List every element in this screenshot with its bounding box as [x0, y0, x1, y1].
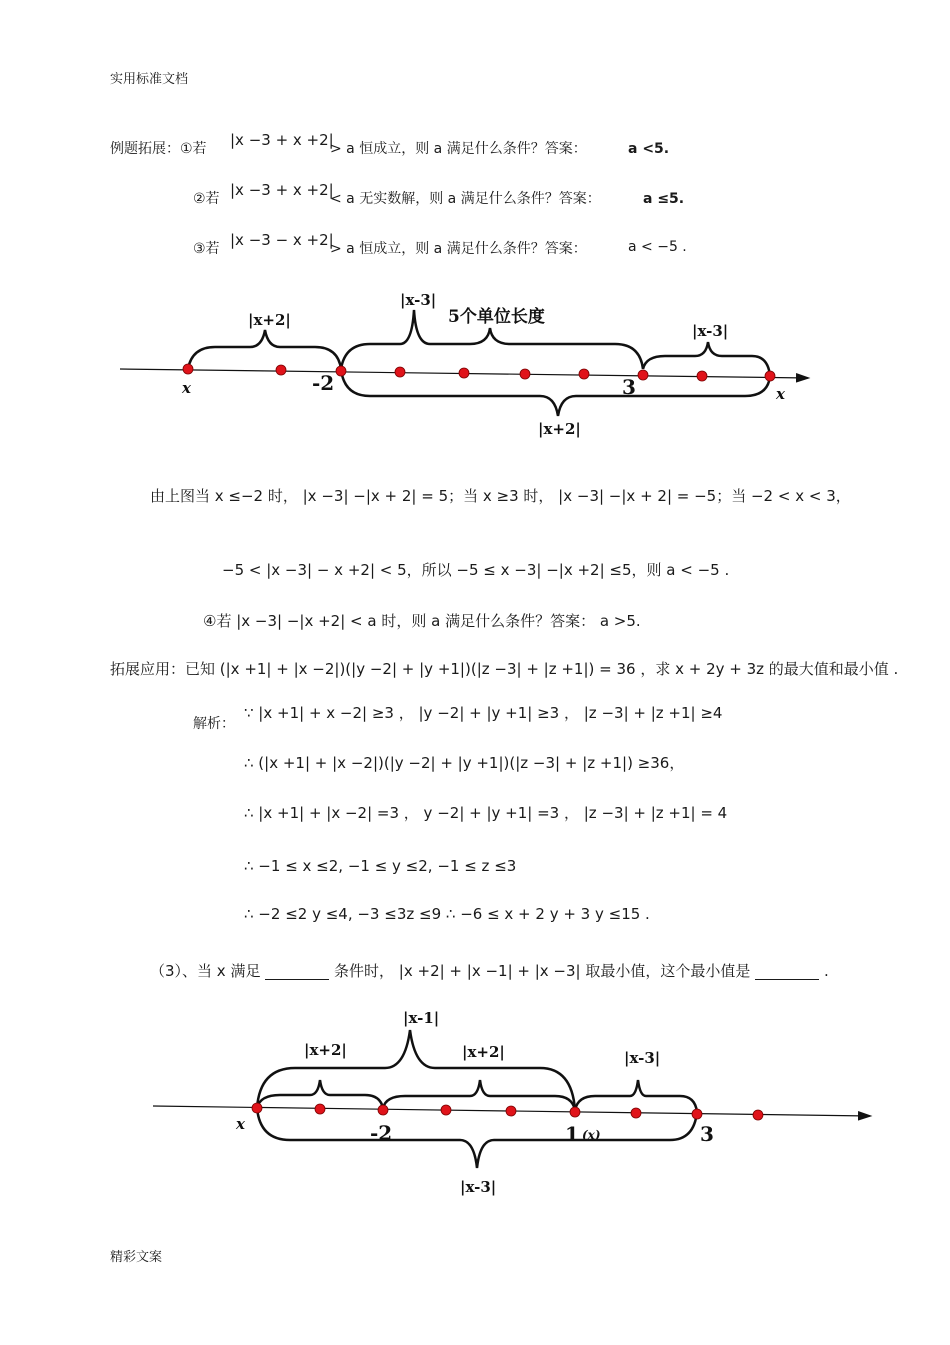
fig1-tick-3: 3	[622, 375, 636, 399]
fig2-label-xplus2-right: |x+2|	[462, 1043, 505, 1061]
point	[459, 368, 469, 378]
point	[631, 1108, 641, 1118]
page-footer: 精彩文案	[110, 1250, 163, 1265]
point	[395, 367, 405, 377]
answer-blank-min-value[interactable]	[755, 965, 819, 980]
fig2-tick-x-paren: (x)	[582, 1128, 601, 1142]
point	[378, 1105, 388, 1115]
point	[570, 1107, 580, 1117]
point	[506, 1106, 516, 1116]
solution-line-3: ∴ |x +1| + |x −2| =3 ， y −2| + |y +1| =3 ， |z −3| + |z +1| = 4	[244, 804, 728, 822]
solution-line-5: ∴ −2 ≤2 y ≤4, −3 ≤3z ≤9 ∴ −6 ≤ x + 2 y + 3 y ≤15 .	[244, 905, 650, 923]
q1-expression: |x −3 + x +2|	[230, 131, 334, 149]
solution-line-1: ∵ |x +1| + x −2| ≥3 ， |y −2| + |y +1| ≥3 ， |z −3| + |z +1| ≥4	[244, 704, 723, 722]
q3-answer: a < −5 .	[628, 239, 687, 255]
part3-pre: （3）、当 x 满足	[150, 962, 261, 980]
answer-blank-condition[interactable]	[265, 965, 329, 980]
part3-post: .	[823, 962, 829, 980]
application-statement: 拓展应用：已知 (|x +1| + |x −2|)(|y −2| + |y +1|)(|z −3| + |z +1|) = 36 ，求 x + 2y + 3z 的最大值和最小值 .	[110, 660, 899, 678]
solution-line-2: ∴ (|x +1| + |x −2|)(|y −2| + |y +1|)(|z −3| + |z +1|) ≥36，	[244, 754, 685, 772]
brace-3-to-x	[643, 342, 770, 376]
brace2-minus2-to-1	[383, 1080, 575, 1110]
fig1-label-xminus3-right: |x-3|	[692, 322, 729, 340]
q2-text: < a 无实数解，则 a 满足什么条件？答案：	[330, 191, 601, 207]
point	[520, 369, 530, 379]
point	[638, 370, 648, 380]
q2-answer: a ≤5.	[643, 191, 685, 207]
point	[183, 364, 193, 374]
fig1-label-5units: 5个单位长度	[448, 307, 545, 327]
fig2-label-xplus2-left: |x+2|	[304, 1041, 347, 1059]
q1-answer: a <5.	[628, 141, 670, 157]
q2-lead: ②若	[193, 191, 220, 207]
fig1-label-xminus3: |x-3|	[400, 291, 437, 309]
brace-x-to-minus2	[188, 330, 341, 369]
fig2-tick-1: 1	[565, 1122, 579, 1146]
brace2-1-to-3	[575, 1080, 697, 1112]
q3-text: > a 恒成立，则 a 满足什么条件？答案：	[330, 241, 587, 257]
fig1-label-xplus2: |x+2|	[248, 311, 291, 329]
point	[579, 369, 589, 379]
q1-text: > a 恒成立，则 a 满足什么条件？答案：	[330, 141, 587, 157]
point	[697, 371, 707, 381]
fig2-tick-minus2: -2	[370, 1121, 393, 1145]
analysis-line-1: 由上图当 x ≤−2 时， |x −3| −|x + 2| = 5；当 x ≥3 时， |x −3| −|x + 2| = −5；当 −2 < x < 3，	[150, 487, 851, 505]
fig2-tick-3: 3	[700, 1122, 714, 1146]
q3-lead: ③若	[193, 241, 220, 257]
page-header: 实用标准文档	[110, 72, 189, 87]
fig2-label-xminus3-upper: |x-3|	[624, 1049, 661, 1067]
point	[753, 1110, 763, 1120]
analysis-line-2: −5 < |x −3| − x +2| < 5，所以 −5 ≤ x −3| −|x +2| ≤5，则 a < −5 .	[222, 561, 730, 579]
fig1-tick-x-right: x	[776, 385, 785, 403]
point	[692, 1109, 702, 1119]
point	[765, 371, 775, 381]
q3-expression: |x −3 − x +2|	[230, 231, 334, 249]
solution-line-4: ∴ −1 ≤ x ≤2, −1 ≤ y ≤2, −1 ≤ z ≤3	[244, 857, 517, 875]
fig2-label-xminus3-lower: |x-3|	[460, 1178, 497, 1196]
fig1-tick-minus2: -2	[312, 371, 335, 395]
point	[315, 1104, 325, 1114]
brace2-lower-x-to-3	[257, 1108, 697, 1168]
fig2-label-xminus1: |x-1|	[403, 1009, 440, 1027]
examples-intro: 例题拓展：①若	[110, 141, 207, 157]
fig1-tick-x-left: x	[182, 379, 191, 397]
part3-question	[150, 962, 829, 980]
point	[441, 1105, 451, 1115]
point	[336, 366, 346, 376]
part3-mid: 条件时， |x +2| + |x −1| + |x −3| 取最小值，这个最小值是	[334, 962, 751, 980]
fig2-tick-x: x	[236, 1115, 245, 1133]
solution-lead: 解析：	[193, 716, 235, 732]
question-4: ④若 |x −3| −|x +2| < a 时，则 a 满足什么条件？答案： a >5.	[203, 612, 641, 630]
point	[276, 365, 286, 375]
point	[252, 1103, 262, 1113]
q2-expression: |x −3 + x +2|	[230, 181, 334, 199]
fig1-label-xplus2-lower: |x+2|	[538, 420, 581, 438]
